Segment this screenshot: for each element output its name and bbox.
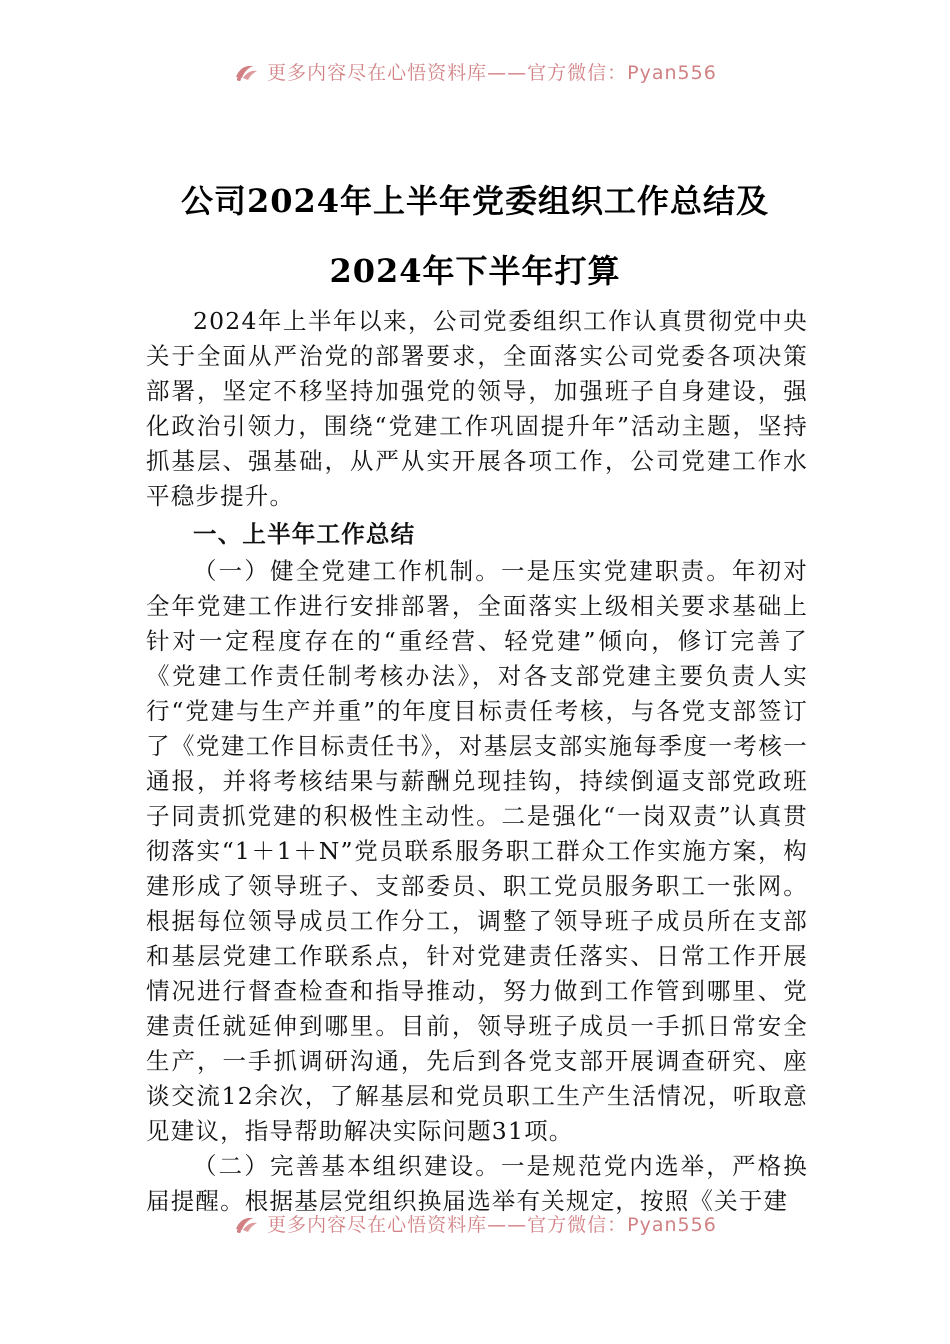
section-heading: 一、上半年工作总结 — [193, 520, 416, 548]
watermark-text: 更多内容尽在心悟资料库——官方微信：Pyan556 — [267, 1213, 717, 1236]
body-paragraph-1: （一）健全党建工作机制。一是压实党建职责。年初对全年党建工作进行安排部署，全面落实上级相关要求基础上针对一定程度存在的“重经营、轻党建”倾向，修订完善了《党建工作责任制考核办法》，对各支部党建主要负责人实行“党建与生产并重”的年度目标责任考核，与各党支部签订了《党建工作目标责任书》，对基层支部实施每季度一考核一通报，并将考核结果与薪酬兑现挂钩，持续倒逼支部党政班子同责抓党建的积极性主动性。二是强化“一岗双责”认真贯彻落实“1＋1＋N”党员联系服务职工群众工作实施方案，构建形成了领导班子、支部委员、职工党员服务职工一张网。根据每位领导成员工作分工，调整了领导班子成员所在支部和基层党建工作联系点，针对党建责任落实、日常工作开展情况进行督查检查和指导推动，努力做到工作管到哪里、党建责任就延伸到哪里。目前，领导班子成员一手抓日常安全生产，一手抓调研沟通，先后到各党支部开展调查研究、座谈交流12余次，了解基层和党员职工生产生活情况，听取意见建议，指导帮助解决实际问题31项。 — [146, 557, 808, 1145]
intro-paragraph: 2024年上半年以来，公司党委组织工作认真贯彻党中央关于全面从严治党的部署要求，全面落实公司党委各项决策部署，坚定不移坚持加强党的领导，加强班子自身建设，强化政治引领力，围绕“党建工作巩固提升年”活动主题，坚持抓基层、强基础，从严从实开展各项工作，公司党建工作水平稳步提升。 — [146, 307, 808, 510]
document-title-line-2: 2024年下半年打算 — [329, 252, 621, 290]
watermark-bottom — [0, 1206, 950, 1240]
body-paragraph-2: （二）完善基本组织建设。一是规范党内选举，严格换届提醒。根据基层党组织换届选举有关规定，按照《关于建 — [146, 1152, 808, 1215]
document-title-line-1: 公司2024年上半年党委组织工作总结及 — [180, 182, 770, 220]
watermark-top — [0, 54, 950, 88]
document-body — [146, 304, 808, 1219]
watermark-logo-icon — [233, 60, 259, 82]
watermark-logo-icon — [233, 1212, 259, 1234]
watermark-text: 更多内容尽在心悟资料库——官方微信：Pyan556 — [267, 61, 717, 84]
